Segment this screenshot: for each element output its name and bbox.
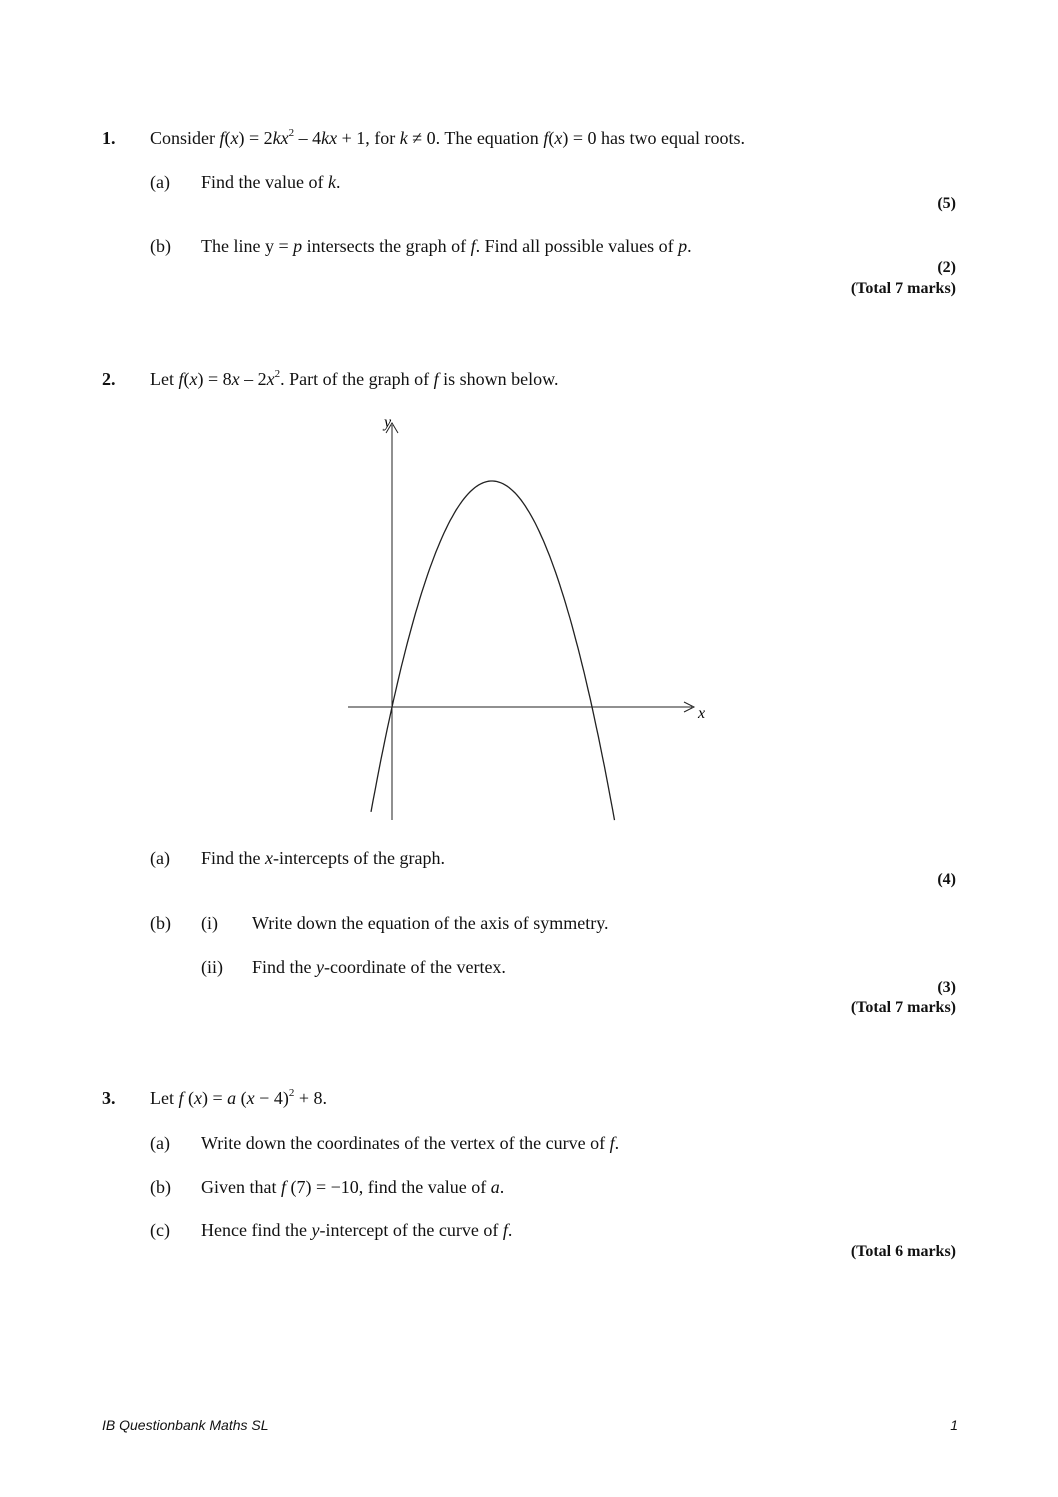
stem-text: . Part of the graph of xyxy=(280,369,434,389)
part-text-segment: f xyxy=(609,1133,615,1153)
stem-text: ) = 0 has two equal roots. xyxy=(562,128,745,148)
stem-text: kx xyxy=(272,128,289,148)
part-text-segment: . xyxy=(507,1220,513,1240)
question-number: 3. xyxy=(102,1088,116,1108)
stem-text: f xyxy=(178,369,184,389)
stem-text: ( xyxy=(183,369,190,389)
stem-text: f xyxy=(219,128,225,148)
parabola-curve xyxy=(371,481,615,820)
subpart-label: (i) xyxy=(201,913,218,933)
footer-source: IB Questionbank Maths SL xyxy=(102,1417,269,1433)
stem-text: Consider xyxy=(150,128,220,148)
part-label: (a) xyxy=(150,1133,170,1153)
stem-text: x xyxy=(554,128,563,148)
part-text-segment: -intercept of the curve of xyxy=(319,1220,503,1240)
stem-text: + 1, for xyxy=(337,128,400,148)
stem-text: f xyxy=(543,128,549,148)
stem-text: x xyxy=(246,1088,255,1108)
part-text-segment: -coordinate of the vertex. xyxy=(324,957,506,977)
stem-text: x xyxy=(189,369,198,389)
part-text-segment: y xyxy=(311,1220,320,1240)
stem-text: a xyxy=(227,1088,237,1108)
stem-text: – 2 xyxy=(239,369,267,389)
part-text-segment: Write down the coordinates of the vertex of the curve of xyxy=(201,1133,610,1153)
part-text xyxy=(201,236,692,257)
part-text-segment: p xyxy=(293,236,303,256)
part-label: (b) xyxy=(150,913,171,933)
stem-text: x xyxy=(194,1088,203,1108)
stem-text: − 4) xyxy=(254,1088,289,1108)
stem-text: f xyxy=(178,1088,184,1108)
subpart-label: (ii) xyxy=(201,957,223,977)
part-text-segment: Given that xyxy=(201,1177,281,1197)
stem-text: kx xyxy=(321,128,338,148)
part-text-segment: f xyxy=(470,236,476,256)
stem-text: Let xyxy=(150,1088,179,1108)
part-text-segment: . xyxy=(335,172,341,192)
part-label: (b) xyxy=(150,236,171,256)
stem-text: k xyxy=(399,128,408,148)
part-marks: (4) xyxy=(937,871,956,888)
stem-text: ( xyxy=(236,1088,247,1108)
subpart-text xyxy=(252,957,506,978)
part-text xyxy=(201,1177,504,1198)
part-marks: (3) xyxy=(937,979,956,996)
question-number: 1. xyxy=(102,128,116,148)
stem-text: x xyxy=(266,369,275,389)
part-text-segment: p xyxy=(678,236,688,256)
part-text-segment: . xyxy=(614,1133,620,1153)
question-stem xyxy=(150,369,559,390)
part-text-segment: (7) = −10, find the value of xyxy=(286,1177,491,1197)
part-text-segment: . xyxy=(499,1177,505,1197)
page-number: 1 xyxy=(950,1417,958,1433)
question-stem xyxy=(150,128,745,149)
stem-text: ( xyxy=(183,1088,195,1108)
x-axis-label: x xyxy=(698,705,706,722)
part-marks: (5) xyxy=(937,195,956,212)
part-text-segment: . Find all possible values of xyxy=(475,236,679,256)
part-text-segment: The line y = xyxy=(201,236,294,256)
question-stem xyxy=(150,1088,327,1109)
y-axis-label: y xyxy=(384,414,392,431)
part-text xyxy=(201,172,340,193)
part-text-segment: f xyxy=(280,1177,286,1197)
part-label: (a) xyxy=(150,848,170,868)
subpart-text: Write down the equation of the axis of symmetry. xyxy=(252,913,609,933)
exponent: 2 xyxy=(274,368,281,380)
part-text-segment: Find the xyxy=(201,848,266,868)
part-text-segment: x xyxy=(265,848,274,868)
total-marks: (Total 7 marks) xyxy=(850,280,956,297)
stem-text: ) = 2 xyxy=(238,128,273,148)
stem-text: + 8. xyxy=(294,1088,327,1108)
question-number: 2. xyxy=(102,369,116,389)
part-text-segment: f xyxy=(502,1220,508,1240)
part-text-segment: a xyxy=(490,1177,500,1197)
total-marks: (Total 6 marks) xyxy=(850,1243,956,1260)
part-text-segment: Find the xyxy=(252,957,317,977)
stem-text: ) = xyxy=(202,1088,228,1108)
part-text-segment: k xyxy=(327,172,336,192)
part-text xyxy=(201,1133,619,1154)
stem-text: ( xyxy=(548,128,555,148)
part-label: (c) xyxy=(150,1220,170,1240)
part-marks: (2) xyxy=(937,259,956,276)
part-text xyxy=(201,848,445,869)
stem-text: x xyxy=(230,128,239,148)
part-text-segment: -intercepts of the graph. xyxy=(273,848,445,868)
stem-text: Let xyxy=(150,369,179,389)
part-text-segment: y xyxy=(316,957,325,977)
stem-text: x xyxy=(231,369,240,389)
total-marks: (Total 7 marks) xyxy=(850,999,956,1016)
stem-text: – 4 xyxy=(294,128,322,148)
part-text xyxy=(201,1220,512,1241)
stem-text: ( xyxy=(224,128,231,148)
part-text-segment: intersects the graph of xyxy=(302,236,471,256)
stem-text: is shown below. xyxy=(438,369,559,389)
part-label: (a) xyxy=(150,172,170,192)
part-text-segment: Find the value of xyxy=(201,172,328,192)
stem-text: ≠ 0. The equation xyxy=(407,128,544,148)
part-text-segment: Hence find the xyxy=(201,1220,312,1240)
exponent: 2 xyxy=(288,1087,295,1099)
part-text-segment: . xyxy=(687,236,692,256)
exponent: 2 xyxy=(288,127,295,139)
part-label: (b) xyxy=(150,1177,171,1197)
stem-text: f xyxy=(433,369,439,389)
stem-text: ) = 8 xyxy=(197,369,232,389)
parabola-graph xyxy=(340,405,720,825)
